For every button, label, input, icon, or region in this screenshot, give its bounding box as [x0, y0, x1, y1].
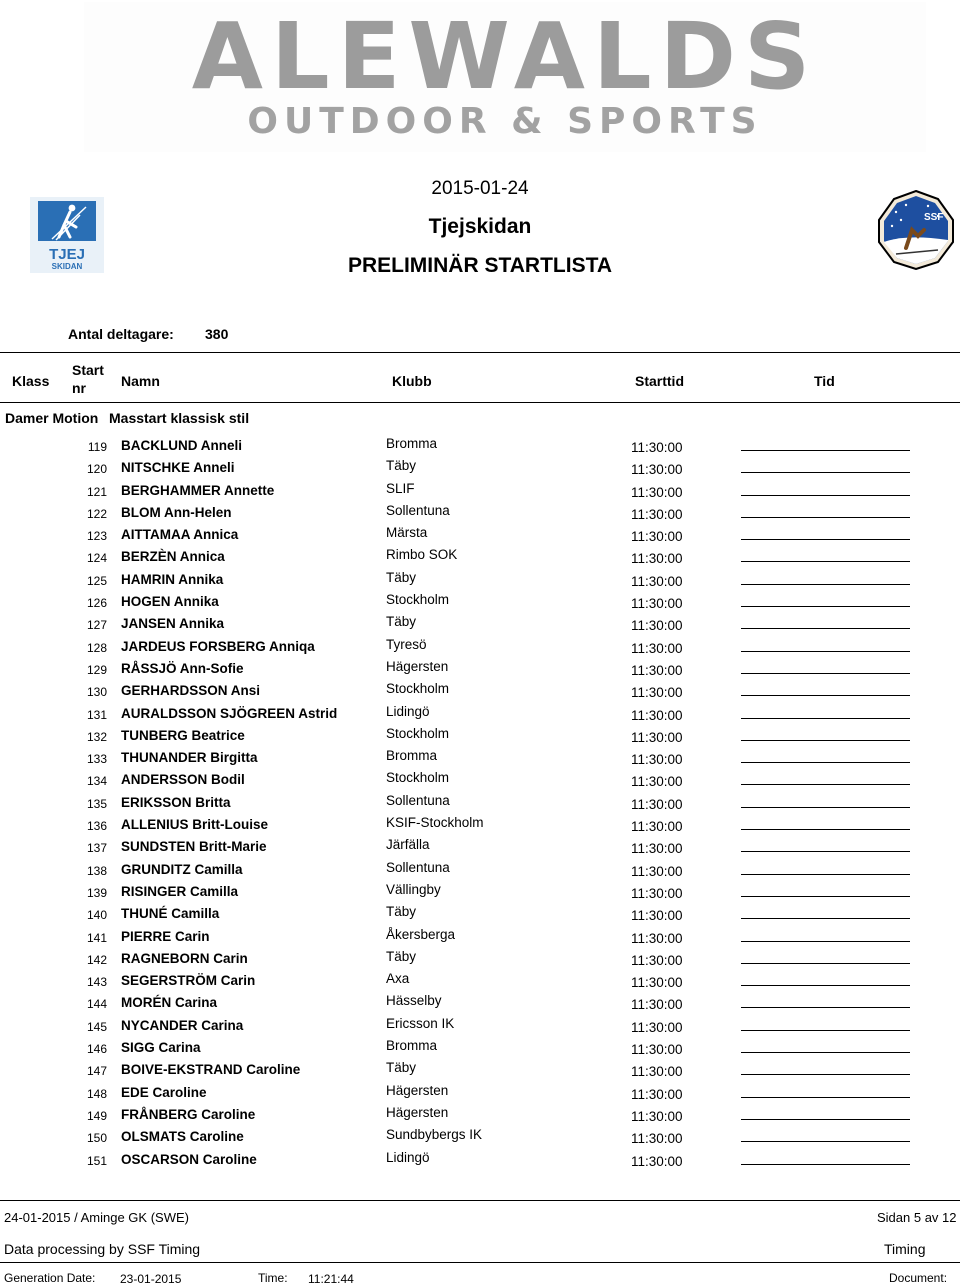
competitor-name: GRUNDITZ Camilla	[121, 861, 243, 877]
header-bottom-rule	[0, 402, 960, 403]
svg-text:TJEJ: TJEJ	[49, 246, 85, 263]
column-header-klass: Klass	[12, 373, 50, 389]
start-number: 150	[86, 1131, 107, 1146]
start-number: 138	[86, 863, 107, 878]
generation-date-label: Generation Date:	[4, 1271, 96, 1285]
club-name: Axa	[386, 971, 410, 987]
start-time: 11:30:00	[631, 596, 683, 612]
result-time-blank	[741, 896, 910, 897]
sponsor-logo-subtext: OUTDOOR & SPORTS	[247, 101, 763, 142]
club-name: Täby	[386, 614, 417, 630]
table-row	[0, 1149, 960, 1171]
competitor-name: NITSCHKE Anneli	[121, 460, 235, 476]
table-row	[0, 1082, 960, 1104]
club-name: Täby	[386, 458, 417, 474]
participants-label: Antal deltagare:	[68, 326, 174, 342]
table-row	[0, 680, 960, 702]
start-time: 11:30:00	[631, 841, 683, 857]
club-name: Täby	[386, 948, 417, 964]
table-row	[0, 658, 960, 680]
result-time-blank	[741, 517, 910, 518]
club-name: Lidingö	[386, 1149, 430, 1165]
club-name: Stockholm	[386, 725, 450, 741]
list-title: PRELIMINÄR STARTLISTA	[347, 254, 613, 277]
result-time-blank	[741, 584, 910, 585]
header-top-rule	[0, 352, 960, 353]
result-time-blank	[741, 1074, 910, 1075]
result-time-blank	[741, 762, 910, 763]
table-row	[0, 792, 960, 814]
start-time: 11:30:00	[631, 506, 683, 522]
club-name: Bromma	[386, 436, 438, 451]
table-row	[0, 591, 960, 613]
club-name: KSIF-Stockholm	[386, 815, 484, 831]
table-row	[0, 546, 960, 568]
competitor-name: BLOM Ann-Helen	[121, 504, 232, 520]
table-row	[0, 747, 960, 769]
table-row	[0, 836, 960, 858]
start-number: 143	[86, 975, 107, 990]
table-row	[0, 569, 960, 591]
result-time-blank	[741, 450, 910, 451]
start-time: 11:30:00	[631, 1131, 683, 1147]
start-number: 123	[86, 529, 107, 544]
start-number: 148	[86, 1086, 107, 1101]
start-number: 133	[86, 752, 107, 767]
result-time-blank	[741, 807, 910, 808]
club-name: Sundbybergs IK	[386, 1127, 483, 1143]
start-time: 11:30:00	[631, 529, 683, 545]
column-header-start: Start	[72, 362, 104, 378]
start-number: 130	[86, 685, 107, 700]
participants-count: 380	[205, 326, 229, 342]
generation-date: 23-01-2015	[120, 1272, 182, 1286]
competitor-name: BACKLUND Anneli	[121, 438, 242, 453]
competitor-name: THUNÉ Camilla	[121, 906, 220, 922]
start-time: 11:30:00	[631, 930, 683, 946]
start-number: 141	[86, 930, 107, 945]
competitor-name: MORÉN Carina	[121, 995, 218, 1011]
result-time-blank	[741, 673, 910, 674]
start-time: 11:30:00	[631, 484, 683, 500]
result-time-blank	[741, 1141, 910, 1142]
table-row	[0, 1104, 960, 1126]
column-header-klubb: Klubb	[392, 373, 432, 389]
club-name: Stockholm	[386, 681, 450, 697]
result-time-blank	[741, 1030, 910, 1031]
club-name: Lidingö	[386, 703, 430, 719]
svg-text:SKIDAN: SKIDAN	[51, 262, 83, 271]
start-time: 11:30:00	[631, 796, 683, 812]
club-name: Sollentuna	[386, 859, 450, 875]
start-time: 11:30:00	[631, 975, 683, 991]
result-time-blank	[741, 1052, 910, 1053]
start-number: 129	[86, 662, 107, 677]
start-time: 11:30:00	[631, 707, 683, 723]
start-number: 127	[86, 618, 107, 633]
club-name: Hägersten	[386, 1082, 449, 1098]
table-row	[0, 636, 960, 658]
start-time: 11:30:00	[631, 1108, 683, 1124]
competitor-name: JANSEN Annika	[121, 616, 225, 632]
svg-text:SSF: SSF	[924, 212, 944, 223]
generation-time: 11:21:44	[308, 1272, 354, 1286]
footer-processing: Data processing by SSF Timing	[4, 1241, 201, 1257]
start-number: 149	[86, 1108, 107, 1123]
start-time: 11:30:00	[631, 863, 683, 879]
club-name: Bromma	[386, 1038, 438, 1054]
table-row	[0, 703, 960, 725]
result-time-blank	[741, 784, 910, 785]
event-title: Tjejskidan	[428, 215, 532, 238]
club-name: Stockholm	[386, 592, 450, 608]
start-number: 136	[86, 819, 107, 834]
club-name: Hägersten	[386, 1104, 449, 1120]
start-time: 11:30:00	[631, 952, 683, 968]
club-name: Åkersberga	[386, 926, 456, 942]
table-row	[0, 881, 960, 903]
start-time: 11:30:00	[631, 640, 683, 656]
result-time-blank	[741, 651, 910, 652]
column-header-tid: Tid	[814, 373, 835, 389]
table-row	[0, 502, 960, 524]
start-number: 125	[86, 573, 107, 588]
competitor-name: RISINGER Camilla	[121, 883, 239, 899]
competitor-name: HOGEN Annika	[121, 594, 219, 610]
start-number: 131	[86, 707, 107, 722]
table-row	[0, 1037, 960, 1059]
competitor-name: HAMRIN Annika	[121, 571, 224, 587]
result-time-blank	[741, 628, 910, 629]
table-row	[0, 1059, 960, 1081]
start-number: 142	[86, 952, 107, 967]
club-name: Stockholm	[386, 770, 450, 786]
result-time-blank	[741, 472, 910, 473]
club-name: Täby	[386, 569, 417, 585]
club-name: Tyresö	[386, 636, 427, 652]
competitor-name: FRÅNBERG Caroline	[121, 1106, 256, 1122]
competitor-name: OSCARSON Caroline	[121, 1151, 257, 1167]
table-row	[0, 457, 960, 479]
club-name: Rimbo SOK	[386, 547, 458, 563]
competitor-name: ERIKSSON Britta	[121, 794, 231, 810]
start-time: 11:30:00	[631, 462, 683, 478]
competitor-name: PIERRE Carin	[121, 928, 210, 944]
competitor-name: JARDEUS FORSBERG Anniqa	[121, 638, 315, 654]
competitor-name: SUNDSTEN Britt-Marie	[121, 839, 267, 855]
column-header-namn: Namn	[121, 373, 160, 389]
start-number: 128	[86, 640, 107, 655]
competitor-name: TUNBERG Beatrice	[121, 727, 245, 743]
start-time: 11:30:00	[631, 729, 683, 745]
start-time: 11:30:00	[631, 997, 683, 1013]
start-time: 11:30:00	[631, 1064, 683, 1080]
footer-top-rule	[0, 1200, 960, 1201]
start-time: 11:30:00	[631, 752, 683, 768]
club-name: Hägersten	[386, 658, 449, 674]
table-row	[0, 859, 960, 881]
result-time-blank	[741, 606, 910, 607]
club-name: SLIF	[386, 480, 415, 496]
result-time-blank	[741, 1164, 910, 1165]
table-row	[0, 903, 960, 925]
start-number: 124	[86, 551, 107, 566]
start-number: 151	[86, 1153, 107, 1168]
result-time-blank	[741, 851, 910, 852]
start-time: 11:30:00	[631, 1042, 683, 1058]
competitor-name: THUNANDER Birgitta	[121, 750, 258, 766]
club-name: Täby	[386, 1060, 417, 1076]
result-time-blank	[741, 1007, 910, 1008]
start-number: 126	[86, 596, 107, 611]
start-number: 119	[87, 440, 107, 454]
start-number: 137	[86, 841, 107, 856]
sponsor-banner	[84, 2, 926, 152]
event-date: 2015-01-24	[431, 178, 529, 199]
footer-date-venue: 24-01-2015 / Aminge GK (SWE)	[4, 1210, 189, 1225]
competitor-name: SIGG Carina	[121, 1040, 201, 1056]
competitor-name: RÅSSJÖ Ann-Sofie	[121, 660, 244, 676]
table-row	[0, 1126, 960, 1148]
competitor-name: AURALDSSON SJÖGREEN Astrid	[121, 705, 338, 721]
club-name: Märsta	[386, 525, 428, 541]
start-number: 146	[86, 1042, 107, 1057]
competitor-name: BERZÈN Annica	[121, 549, 225, 565]
table-row	[0, 769, 960, 791]
start-time: 11:30:00	[631, 819, 683, 835]
competitor-name: GERHARDSSON Ansi	[121, 683, 261, 699]
start-time: 11:30:00	[631, 440, 683, 455]
table-row	[0, 725, 960, 747]
table-row	[0, 524, 960, 546]
result-time-blank	[741, 740, 910, 741]
competitor-name: SEGERSTRÖM Carin	[121, 973, 256, 989]
start-number: 132	[86, 729, 107, 744]
competitor-name: ALLENIUS Britt-Louise	[121, 817, 268, 833]
club-name: Sollentuna	[386, 502, 450, 518]
table-row	[0, 480, 960, 502]
competitor-name: OLSMATS Caroline	[121, 1129, 244, 1145]
footer-page-number: Sidan 5 av 12	[877, 1210, 957, 1225]
result-time-blank	[741, 963, 910, 964]
start-time: 11:30:00	[631, 1153, 683, 1169]
club-name: Järfälla	[386, 837, 430, 853]
start-number: 122	[86, 506, 107, 521]
start-number: 145	[86, 1019, 107, 1034]
competitor-name: BOIVE-EKSTRAND Caroline	[121, 1062, 301, 1078]
table-row	[0, 992, 960, 1014]
column-header-nr: nr	[72, 380, 86, 396]
start-number: 139	[86, 885, 107, 900]
result-time-blank	[741, 829, 910, 830]
start-number: 121	[86, 484, 107, 499]
club-name: Hässelby	[386, 993, 442, 1009]
result-time-blank	[741, 695, 910, 696]
start-time: 11:30:00	[631, 551, 683, 567]
result-time-blank	[741, 1097, 910, 1098]
result-time-blank	[741, 561, 910, 562]
competitor-name: RAGNEBORN Carin	[121, 950, 248, 966]
result-time-blank	[741, 539, 910, 540]
competitor-name: EDE Caroline	[121, 1084, 207, 1100]
start-number: 140	[86, 908, 107, 923]
class-name: Masstart klassisk stil	[109, 410, 250, 426]
start-number: 147	[86, 1064, 107, 1079]
table-row	[0, 1015, 960, 1037]
start-time: 11:30:00	[631, 1019, 683, 1035]
competitor-name: NYCANDER Carina	[121, 1017, 244, 1033]
start-number: 135	[86, 796, 107, 811]
result-time-blank	[741, 985, 910, 986]
start-number: 120	[86, 462, 107, 477]
start-number: 134	[86, 774, 107, 789]
club-name: Täby	[386, 904, 417, 920]
sponsor-logo-text: ALEWALDS	[191, 3, 819, 110]
start-time: 11:30:00	[631, 885, 683, 901]
footer-timing: Timing	[884, 1241, 926, 1257]
table-row	[0, 435, 960, 457]
start-time: 11:30:00	[631, 685, 683, 701]
start-list	[0, 435, 960, 1171]
start-time: 11:30:00	[631, 618, 683, 634]
result-time-blank	[741, 718, 910, 719]
start-time: 11:30:00	[631, 908, 683, 924]
footer-bottom-rule	[0, 1262, 960, 1263]
competitor-name: BERGHAMMER Annette	[121, 482, 275, 498]
result-time-blank	[741, 874, 910, 875]
start-time: 11:30:00	[631, 774, 683, 790]
start-time: 11:30:00	[631, 573, 683, 589]
club-name: Ericsson IK	[386, 1015, 455, 1031]
result-time-blank	[741, 495, 910, 496]
table-row	[0, 948, 960, 970]
result-time-blank	[741, 1119, 910, 1120]
start-time: 11:30:00	[631, 662, 683, 678]
column-header-starttid: Starttid	[635, 373, 684, 389]
club-name: Vällingby	[386, 881, 441, 897]
table-row	[0, 926, 960, 948]
competitor-name: ANDERSSON Bodil	[121, 772, 245, 788]
competitor-name: AITTAMAA Annica	[121, 527, 239, 543]
start-number: 144	[86, 997, 107, 1012]
result-time-blank	[741, 941, 910, 942]
document-label: Document:	[889, 1271, 948, 1285]
class-label: Damer Motion	[5, 410, 99, 426]
start-time: 11:30:00	[631, 1086, 683, 1102]
table-row	[0, 970, 960, 992]
result-time-blank	[741, 918, 910, 919]
generation-time-label: Time:	[258, 1271, 288, 1285]
table-row	[0, 613, 960, 635]
table-row	[0, 814, 960, 836]
club-name: Bromma	[386, 748, 438, 764]
club-name: Sollentuna	[386, 792, 450, 808]
